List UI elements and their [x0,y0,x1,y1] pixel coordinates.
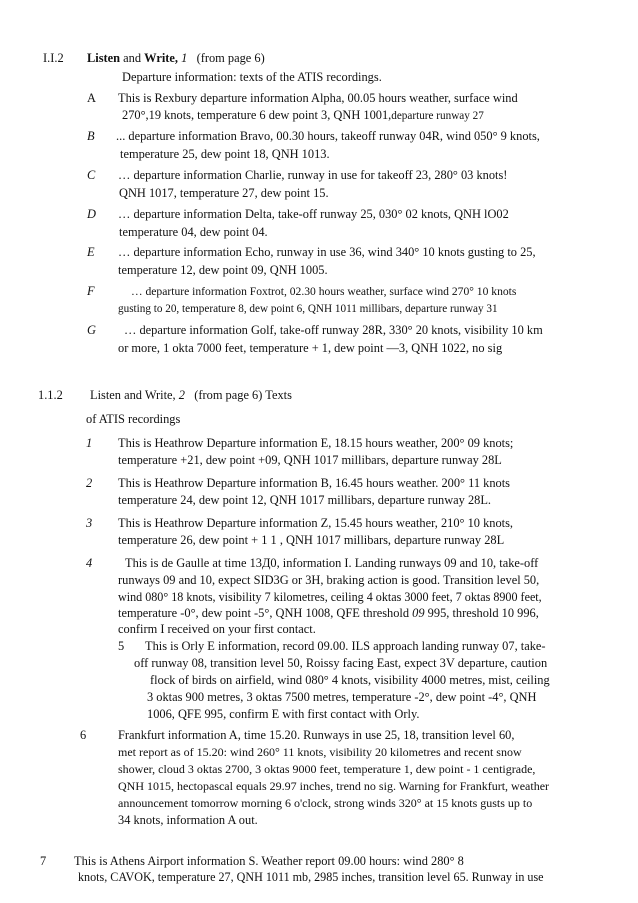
item-5-line-3: flock of birds on airfield, wind 080° 4 knots, visibility 4000 metres, mist, ceiling [150,673,550,687]
item-6-line-1: Frankfurt information A, time 15.20. Runways in use 25, 18, transition level 60, [118,728,515,742]
item-letter-g: G [87,323,96,337]
item-4-line-3: wind 080° 18 knots, visibility 7 kilometres, ceiling 4 oktas 3000 feet, 7 oktas 8900 feet, [118,590,542,604]
item-3-line-1: This is Heathrow Departure information Z, 15.45 hours weather, 210° 10 knots, [118,516,514,530]
item-d-line-1: … departure information Delta, take-off runway 25, 030° 02 knots, QNH lO02 [118,207,509,221]
item-1-line-2: temperature +21, dew point +09, QNH 1017 millibars, departure runway 28L [118,453,502,467]
item-5-line-5: 1006, QFE 995, confirm E with first contact with Orly. [147,707,420,721]
item-4-line-1: This is de Gaulle at time 13Д0, information I. Landing runways 09 and 10, take-off [125,556,539,570]
item-a-line-1: This is Rexbury departure information Alpha, 00.05 hours weather, surface wind [118,91,518,105]
section-2-title-number: 2 [178,388,185,402]
item-3-line-2: temperature 26, dew point + 1 1 , QNH 1017 millibars, departure runway 28L [118,533,505,547]
item-7-line-1: This is Athens Airport information S. Weather report 09.00 hours: wind 280° 8 [74,854,464,868]
item-4-line-5: confirm I received on your first contact. [118,622,316,636]
item-d-line-2: temperature 04, dew point 04. [119,225,268,239]
item-1-line-1: This is Heathrow Departure information E, 18.15 hours weather, 200° 09 knots; [118,436,514,450]
item-6-line-6: 34 knots, information A out. [118,813,258,827]
item-number-2: 2 [86,476,93,490]
section-1-title [87,49,265,68]
item-f-line-1: … departure information Foxtrot, 02.30 hours weather, surface wind 270° 10 knots [131,285,517,298]
item-a-line-2-main: 270°,19 knots, temperature 6 dew point 3, QNH 1001, [122,108,392,122]
item-number-1: 1 [86,436,93,450]
item-number-6: 6 [80,728,87,742]
section-1-subtitle: Departure information: texts of the ATIS recordings. [122,70,382,84]
item-letter-a: A [87,91,96,105]
item-f-line-2: gusting to 20, temperature 8, dew point 6, QNH 1011 millibars, departure runway 31 [118,303,498,315]
section-1-title-suffix: (from page 6) [196,51,265,65]
item-5-line-2: off runway 08, transition level 50, Roissy facing East, expect 3V departure, caution [134,656,548,670]
section-1-title-and: and [123,51,142,65]
item-4-line-4-a: temperature -0°, dew point -5°, QNH 1008, QFE threshold [118,606,410,620]
item-g-line-1: … departure information Golf, take-off runway 28R, 330° 20 knots, visibility 10 km [124,323,543,337]
section-2-subtitle: of ATIS recordings [86,412,181,426]
item-number-3: 3 [86,516,93,530]
item-letter-e: E [87,245,95,259]
item-e-line-1: … departure information Echo, runway in use 36, wind 340° 10 knots gusting to 25, [118,245,536,259]
section-1-title-write: Write, [144,51,178,65]
item-6-line-2: met report as of 15.20: wind 260° 11 knots, visibility 20 kilometres and recent snow [118,745,522,759]
item-5-line-4: 3 oktas 900 metres, 3 oktas 7500 metres, temperature -2°, dew point -4°, QNH [147,690,537,704]
item-b-line-1: ... departure information Bravo, 00.30 hours, takeoff runway 04R, wind 050° 9 knots, [116,129,540,143]
section-2-title [90,386,292,405]
item-6-line-5: announcement tomorrow morning 6 o'clock, strong winds 320° at 15 knots gusts up to [118,796,533,810]
section-1-number: I.I.2 [43,51,64,65]
item-number-4: 4 [86,556,93,570]
item-6-line-3: shower, cloud 3 oktas 2700, 3 oktas 9000 feet, temperature 1, dew point - 1 centigrade, [118,762,536,776]
item-a-line-2-tail: departure runway 27 [391,110,484,122]
item-2-line-2: temperature 24, dew point 12, QNH 1017 millibars, departure runway 28L. [118,493,492,507]
item-letter-f: F [87,284,95,298]
section-2-title-suffix: (from page 6) Texts [194,388,292,402]
item-b-line-2: temperature 25, dew point 18, QNH 1013. [120,147,330,161]
section-2-title-prefix: Listen and Write, [90,388,176,402]
item-a-line-2 [122,106,484,126]
item-5-line-1: This is Orly E information, record 09.00. ILS approach landing runway 07, take- [145,639,546,653]
item-4-line-2: runways 09 and 10, expect SID3G or 3H, braking action is good. Transition level 50, [118,573,540,587]
item-4-line-4-b: 995, threshold 10 996, [427,606,539,620]
item-number-7: 7 [40,854,47,868]
item-c-line-2: QNH 1017, temperature 27, dew point 15. [119,186,329,200]
item-c-line-1: … departure information Charlie, runway in use for takeoff 23, 280° 03 knots! [118,168,508,182]
item-2-line-1: This is Heathrow Departure information B, 16.45 hours weather. 200° 11 knots [118,476,510,490]
section-1-title-listen: Listen [87,51,121,65]
section-2-number: 1.1.2 [38,388,63,402]
item-4-italic-token: 09 [412,606,425,620]
item-letter-b: B [87,129,95,143]
item-number-5: 5 [118,639,125,653]
item-letter-d: D [87,207,96,221]
item-e-line-2: temperature 12, dew point 09, QNH 1005. [118,263,328,277]
section-1-title-number: 1 [181,51,188,65]
item-7-line-2: knots, CAVOK, temperature 27, QNH 1011 mb, 2985 inches, transition level 65. Runway in use [78,870,544,884]
item-letter-c: C [87,168,96,182]
item-g-line-2: or more, 1 okta 7000 feet, temperature + 1, dew point —3, QNH 1022, no sig [118,341,503,355]
item-6-line-4: QNH 1015, hectopascal equals 29.97 inches, trend no sig. Warning for Frankfurt, weather [118,779,550,793]
